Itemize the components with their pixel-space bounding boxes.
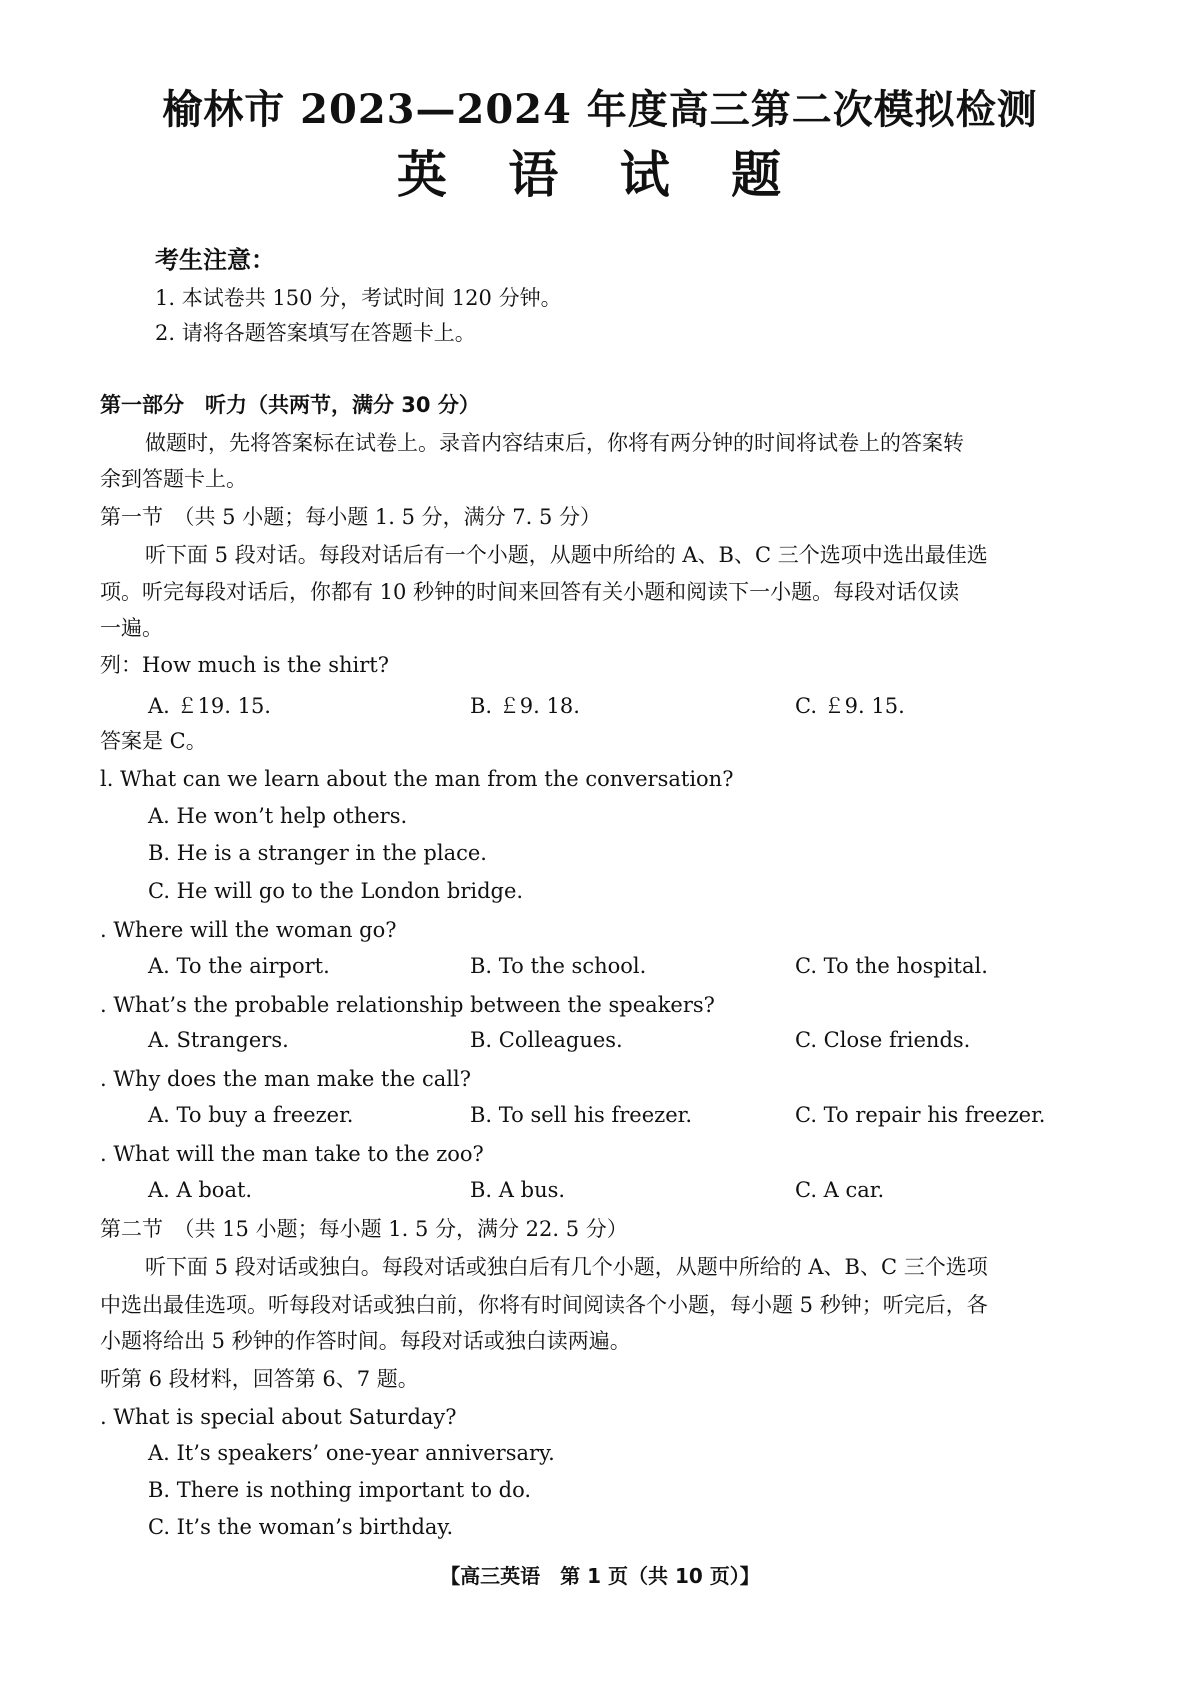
q1-option-b: B. He is a stranger in the place. [148,841,487,865]
q2-option-a: A. To the airport. [148,954,330,978]
q3-option-c: C. Close friends. [795,1028,971,1052]
section2-instruction: 听下面 5 段对话或独白。每段对话或独白后有几个小题，从题中所给的 A、B、C 三个选项 [145,1255,988,1279]
section1-heading: 第一节 （共 5 小题；每小题 1. 5 分，满分 7. 5 分） [100,505,602,529]
example-option-b: B. ￡9. 18. [470,694,580,718]
question-1: l. What can we learn about the man from the conversation? [100,767,734,791]
q4-option-b: B. To sell his freezer. [470,1103,693,1127]
section2-instruction: 中选出最佳选项。听每段对话或独白前，你将有时间阅读各个小题，每小题 5 秒钟；听完后，各 [100,1293,988,1317]
q4-option-c: C. To repair his freezer. [795,1103,1046,1127]
example-answer: 答案是 C。 [100,729,207,753]
q3-option-a: A. Strangers. [148,1028,289,1052]
notice-item: 2. 请将各题答案填写在答题卡上。 [155,321,476,345]
q5-option-b: B. A bus. [470,1178,566,1202]
question-4: . Why does the man make the call? [100,1067,471,1091]
q2-option-c: C. To the hospital. [795,954,988,978]
question-5: . What will the man take to the zoo? [100,1142,484,1166]
material-instruction: 听第 6 段材料，回答第 6、7 题。 [100,1367,419,1391]
part1-heading: 第一部分 听力（共两节，满分 30 分） [100,393,480,417]
notice-item: 1. 本试卷共 150 分，考试时间 120 分钟。 [155,286,562,310]
exam-subtitle: 英 语 试 题 [396,146,804,204]
q5-option-a: A. A boat. [148,1178,253,1202]
q1-option-a: A. He won’t help others. [148,804,408,828]
q2-option-b: B. To the school. [470,954,647,978]
q4-option-a: A. To buy a freezer. [148,1103,354,1127]
q3-option-b: B. Colleagues. [470,1028,623,1052]
page-footer: 【高三英语 第 1 页（共 10 页）】 [440,1564,760,1588]
example-option-c: C. ￡9. 15. [795,694,905,718]
q6-option-b: B. There is nothing important to do. [148,1478,532,1502]
question-3: . What’s the probable relationship between the speakers? [100,993,715,1017]
q1-option-c: C. He will go to the London bridge. [148,879,524,903]
example-option-a: A. ￡19. 15. [148,694,271,718]
question-6: . What is special about Saturday? [100,1405,457,1429]
section2-instruction: 小题将给出 5 秒钟的作答时间。每段对话或独白读两遍。 [100,1329,631,1353]
q6-option-c: C. It’s the woman’s birthday. [148,1515,454,1539]
q6-option-a: A. It’s speakers’ one-year anniversary. [148,1441,555,1465]
notice-heading: 考生注意： [155,246,275,274]
section1-instruction: 项。听完每段对话后，你都有 10 秒钟的时间来回答有关小题和阅读下一小题。每段对话仅读 [100,580,960,604]
part1-intro: 做题时，先将答案标在试卷上。录音内容结束后，你将有两分钟的时间将试卷上的答案转 [145,431,964,455]
section1-instruction: 听下面 5 段对话。每段对话后有一个小题，从题中所给的 A、B、C 三个选项中选出最佳选 [145,543,988,567]
section1-instruction: 一遍。 [100,616,163,640]
part1-intro: 余到答题卡上。 [100,467,247,491]
section2-heading: 第二节 （共 15 小题；每小题 1. 5 分，满分 22. 5 分） [100,1217,628,1241]
exam-title: 榆林市 2023—2024 年度高三第二次模拟检测 [162,86,1038,133]
question-2: . Where will the woman go? [100,918,397,942]
q5-option-c: C. A car. [795,1178,885,1202]
example-question: 列：How much is the shirt? [100,653,389,677]
